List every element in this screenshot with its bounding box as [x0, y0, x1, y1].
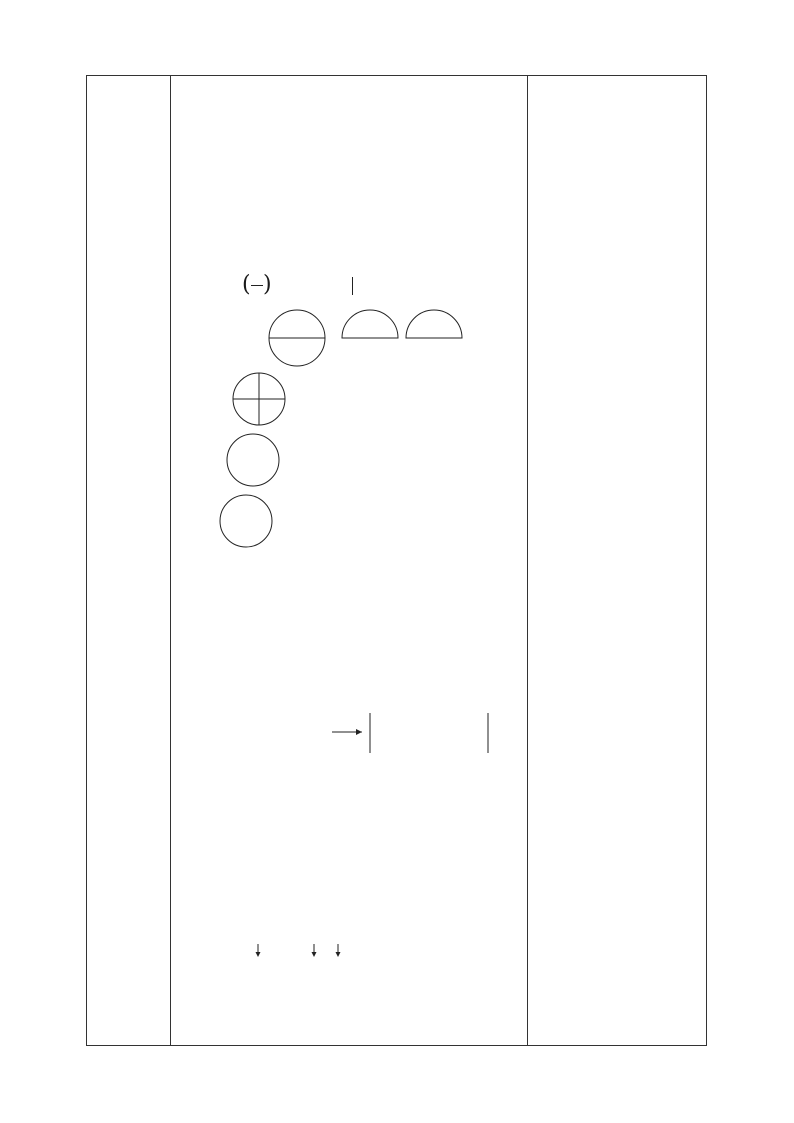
- circle-sixteenths: [220, 495, 272, 547]
- table-left-border: [86, 75, 87, 1046]
- table-bottom-border: [86, 1045, 707, 1046]
- table-col-divider-2: [527, 75, 528, 1046]
- half-piece-2: [406, 310, 462, 338]
- arrow-head: [356, 729, 362, 735]
- text-cursor: [352, 277, 353, 295]
- formula-arrows: [250, 942, 350, 960]
- circle-division-figure: [210, 305, 510, 555]
- table-col-divider-1: [170, 75, 171, 1046]
- circle-eighths: [227, 434, 279, 486]
- circle-halves: [269, 310, 325, 366]
- base-fraction: [242, 270, 272, 302]
- circle-quarters: [233, 373, 285, 425]
- fraction-close-paren: ): [263, 272, 272, 297]
- approx-rectangle: [370, 713, 488, 753]
- fraction-open-paren: (: [242, 272, 251, 297]
- half-piece-1: [342, 310, 398, 338]
- rectangle-rearrangement-figure: [210, 703, 500, 763]
- table-right-border: [706, 75, 707, 1046]
- table-top-border: [86, 75, 707, 76]
- fraction-bar: [251, 285, 263, 286]
